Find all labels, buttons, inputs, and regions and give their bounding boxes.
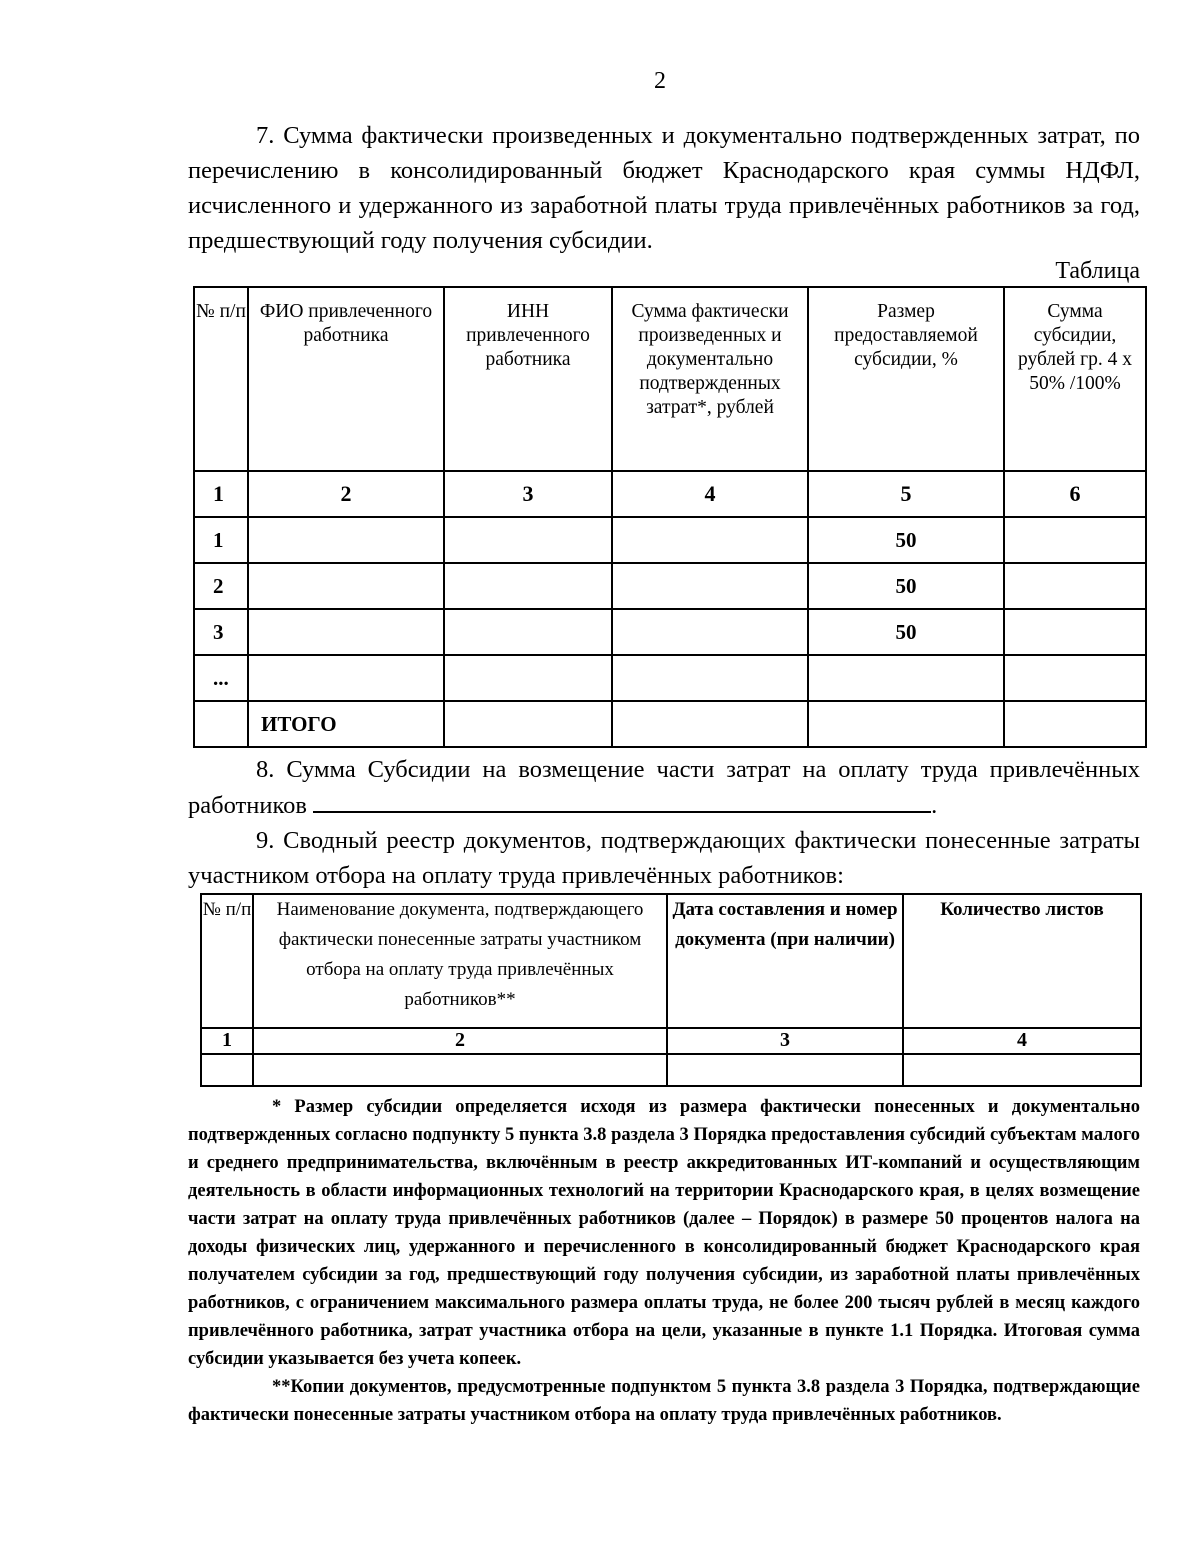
column-number: 5 xyxy=(808,471,1004,517)
cell xyxy=(444,517,612,563)
table-caption: Таблица xyxy=(1055,258,1140,284)
cell xyxy=(248,655,444,701)
cell xyxy=(248,563,444,609)
footnotes xyxy=(188,1093,1140,1429)
row-index: 1 xyxy=(194,517,248,563)
row-index: ... xyxy=(194,655,248,701)
header-cell: Сумма субсидии, рублей гр. 4 х 50% /100% xyxy=(1004,287,1146,471)
percent-cell: 50 xyxy=(808,563,1004,609)
cell xyxy=(444,655,612,701)
cell xyxy=(444,701,612,747)
percent-cell xyxy=(808,655,1004,701)
cell xyxy=(1004,563,1146,609)
header-cell: Сумма фактически произведенных и документально подтвержденных затрат*, рублей xyxy=(612,287,808,471)
section-7-text: 7. Сумма фактически произведенных и документально подтвержденных затрат, по перечислению в консолидированный бюджет Краснодарского края суммы НДФЛ, исчисленного и удержанного из заработной платы труда привлечённых работников за год, предшествующий году получения субсидии. xyxy=(188,122,1140,254)
header-cell: Количество листов xyxy=(903,894,1141,1028)
cell xyxy=(201,1054,253,1086)
header-cell: Размер предоставляемой субсидии, % xyxy=(808,287,1004,471)
header-cell: ИНН привлеченного работника xyxy=(444,287,612,471)
row-index: 2 xyxy=(194,563,248,609)
table-row xyxy=(194,655,1146,701)
cell xyxy=(667,1054,903,1086)
cell xyxy=(612,517,808,563)
footnote-1: * Размер субсидии определяется исходя из размера фактически понесенных и документально подтвержденных согласно подпункту 5 пункта 3.8 раздела 3 Порядка предоставления субсидий субъектам малого и среднего предпринимательства, включённым в реестр аккредитованных ИТ-компаний и осуществляющим деятельность в области информационных технологий на территории Краснодарского края, в целях возмещение части затрат на оплату труда привлечённых работников (далее – Порядок) в размере 50 процентов налога на доходы физических лиц, удержанного и перечисленного в консолидированный бюджет Краснодарского края получателем субсидии за год, предшествующий году получения субсидии, из заработной платы привлечённых работников, с ограничением максимального размера оплаты труда, не более 200 тысяч рублей в месяц каждого привлечённого работника, затрат участника отбора на цели, указанные в пункте 1.1 Порядка. Итоговая сумма субсидии указывается без учета копеек. xyxy=(188,1097,1140,1369)
cell xyxy=(1004,609,1146,655)
total-row xyxy=(194,701,1146,747)
cell xyxy=(808,701,1004,747)
column-number-row xyxy=(201,1028,1141,1054)
column-number: 3 xyxy=(667,1028,903,1054)
cell xyxy=(903,1054,1141,1086)
percent-cell: 50 xyxy=(808,609,1004,655)
table-row xyxy=(194,517,1146,563)
cell xyxy=(248,609,444,655)
percent-cell: 50 xyxy=(808,517,1004,563)
cell xyxy=(612,609,808,655)
cell xyxy=(248,517,444,563)
section-8-label: 8. Сумма Субсидии на возмещение части затрат на оплату труда привлечённых работников xyxy=(188,756,1140,819)
footnote-2: **Копии документов, предусмотренные подпунктом 5 пункта 3.8 раздела 3 Порядка, подтверждающие фактически понесенные затраты участником отбора на оплату труда привлечённых работников. xyxy=(188,1377,1140,1425)
header-cell: Наименование документа, подтверждающего фактически понесенные затраты участником отбора на оплату труда привлечённых работников** xyxy=(253,894,667,1028)
cell xyxy=(444,609,612,655)
row-index: 3 xyxy=(194,609,248,655)
column-number: 1 xyxy=(194,471,248,517)
column-number: 6 xyxy=(1004,471,1146,517)
cell xyxy=(612,655,808,701)
documents-registry-table xyxy=(200,893,1142,1087)
cell xyxy=(612,563,808,609)
column-number: 4 xyxy=(612,471,808,517)
section-8-end: . xyxy=(931,792,938,819)
header-cell: № п/п xyxy=(201,894,253,1028)
amount-blank-line xyxy=(313,787,931,813)
cell xyxy=(444,563,612,609)
cell xyxy=(194,701,248,747)
subsidy-table xyxy=(193,286,1147,748)
cell xyxy=(612,701,808,747)
column-number: 2 xyxy=(253,1028,667,1054)
cell xyxy=(1004,517,1146,563)
total-label: ИТОГО xyxy=(248,701,444,747)
table-header-row xyxy=(201,894,1141,1028)
column-number: 4 xyxy=(903,1028,1141,1054)
section-9-text: 9. Сводный реестр документов, подтверждающих фактически понесенные затраты участником отбора на оплату труда привлечённых работников: xyxy=(188,827,1140,889)
table-header-row xyxy=(194,287,1146,471)
table-row xyxy=(201,1054,1141,1086)
column-number: 1 xyxy=(201,1028,253,1054)
header-cell: ФИО привлеченного работника xyxy=(248,287,444,471)
column-number: 2 xyxy=(248,471,444,517)
cell xyxy=(253,1054,667,1086)
table-row xyxy=(194,563,1146,609)
column-number: 3 xyxy=(444,471,612,517)
page-number: 2 xyxy=(654,68,666,94)
document-body xyxy=(188,118,1140,1429)
header-cell: Дата составления и номер документа (при наличии) xyxy=(667,894,903,1028)
section-8-text xyxy=(188,752,1140,823)
table-row xyxy=(194,609,1146,655)
cell xyxy=(1004,701,1146,747)
header-cell: № п/п xyxy=(194,287,248,471)
cell xyxy=(1004,655,1146,701)
column-number-row xyxy=(194,471,1146,517)
